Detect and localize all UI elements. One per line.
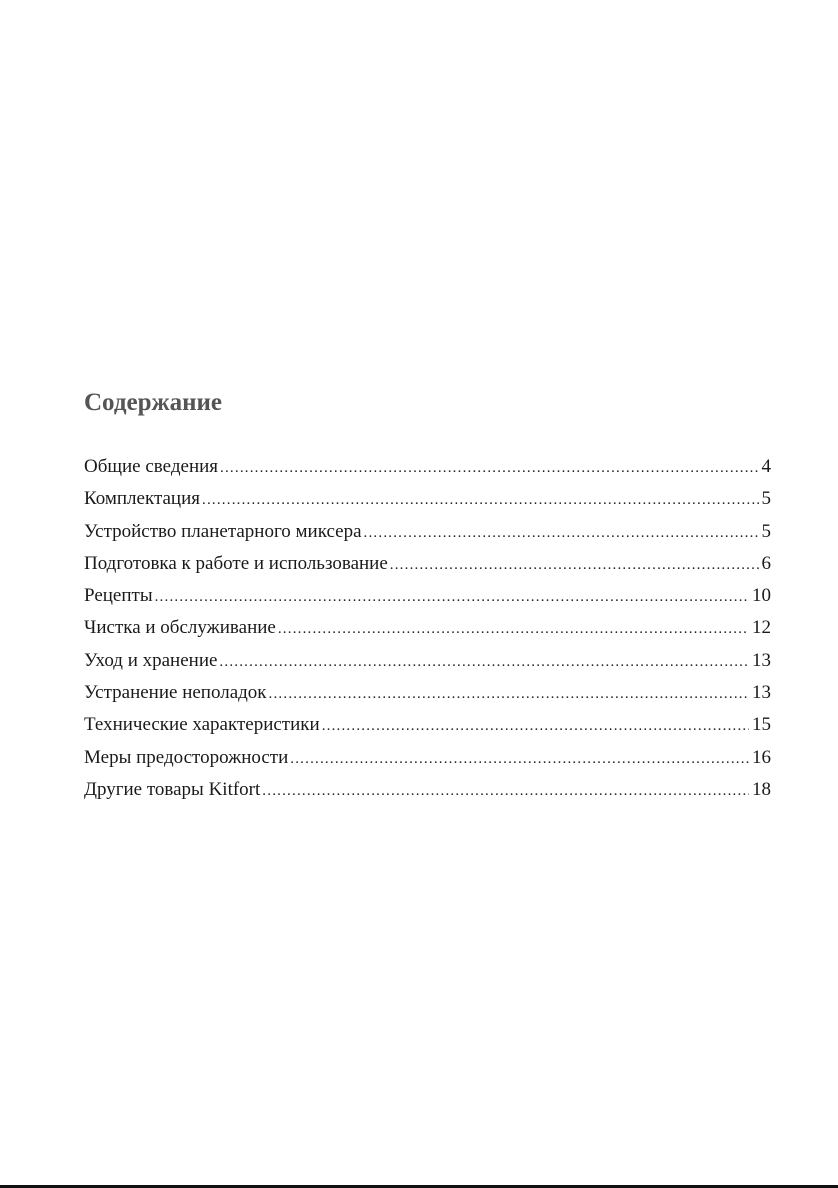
- dot-leader: [262, 777, 749, 805]
- table-of-contents: [84, 453, 771, 808]
- toc-entry[interactable]: [84, 485, 771, 517]
- toc-entry-label: Общие сведения: [84, 456, 219, 477]
- toc-entry-page: 13: [752, 682, 771, 704]
- toc-entry-page: 13: [752, 649, 771, 671]
- toc-entry-label: Чистка и обслуживание: [84, 617, 276, 639]
- toc-entry[interactable]: [84, 550, 771, 582]
- toc-entry[interactable]: [84, 614, 771, 646]
- dot-leader: [322, 712, 749, 740]
- toc-entry-label: Подготовка к работе и использование: [84, 552, 388, 574]
- toc-entry-label: Рецепты: [84, 585, 153, 607]
- toc-entry-page: 6: [761, 552, 771, 574]
- dot-leader: [202, 486, 759, 514]
- dot-leader: [220, 454, 758, 482]
- toc-entry-label: Уход и хранение: [84, 649, 218, 671]
- toc-entry-page: 18: [752, 778, 771, 800]
- toc-entry[interactable]: [84, 679, 771, 711]
- dot-leader: [155, 583, 749, 611]
- toc-entry-label: Технические характеристики: [84, 714, 320, 736]
- toc-entry[interactable]: [84, 647, 771, 679]
- toc-entry-page: 4: [761, 456, 771, 477]
- toc-entry-label: Устранение неполадок: [84, 682, 267, 704]
- toc-entry[interactable]: [84, 711, 771, 743]
- toc-entry-label: Меры предосторожности: [84, 746, 289, 768]
- toc-entry-page: 10: [752, 585, 771, 607]
- dot-leader: [278, 615, 749, 643]
- toc-entry-label: Комплектация: [84, 488, 200, 510]
- toc-entry[interactable]: [84, 776, 771, 808]
- dot-leader: [290, 745, 749, 773]
- page-title: Содержание: [84, 389, 223, 416]
- dot-leader: [390, 551, 759, 579]
- toc-entry[interactable]: [84, 582, 771, 614]
- toc-entry[interactable]: [84, 518, 771, 550]
- dot-leader: [219, 648, 749, 676]
- toc-entry-page: 15: [752, 714, 771, 736]
- dot-leader: [269, 680, 749, 708]
- toc-entry-label: Другие товары Kitfort: [84, 778, 261, 800]
- toc-entry[interactable]: [84, 453, 771, 485]
- toc-entry-page: 5: [761, 488, 771, 510]
- toc-entry[interactable]: [84, 744, 771, 776]
- toc-entry-page: 16: [752, 746, 771, 768]
- toc-entry-page: 12: [752, 617, 771, 639]
- toc-entry-page: 5: [761, 520, 771, 542]
- toc-entry-label: Устройство планетарного миксера: [84, 520, 362, 542]
- dot-leader: [364, 519, 759, 547]
